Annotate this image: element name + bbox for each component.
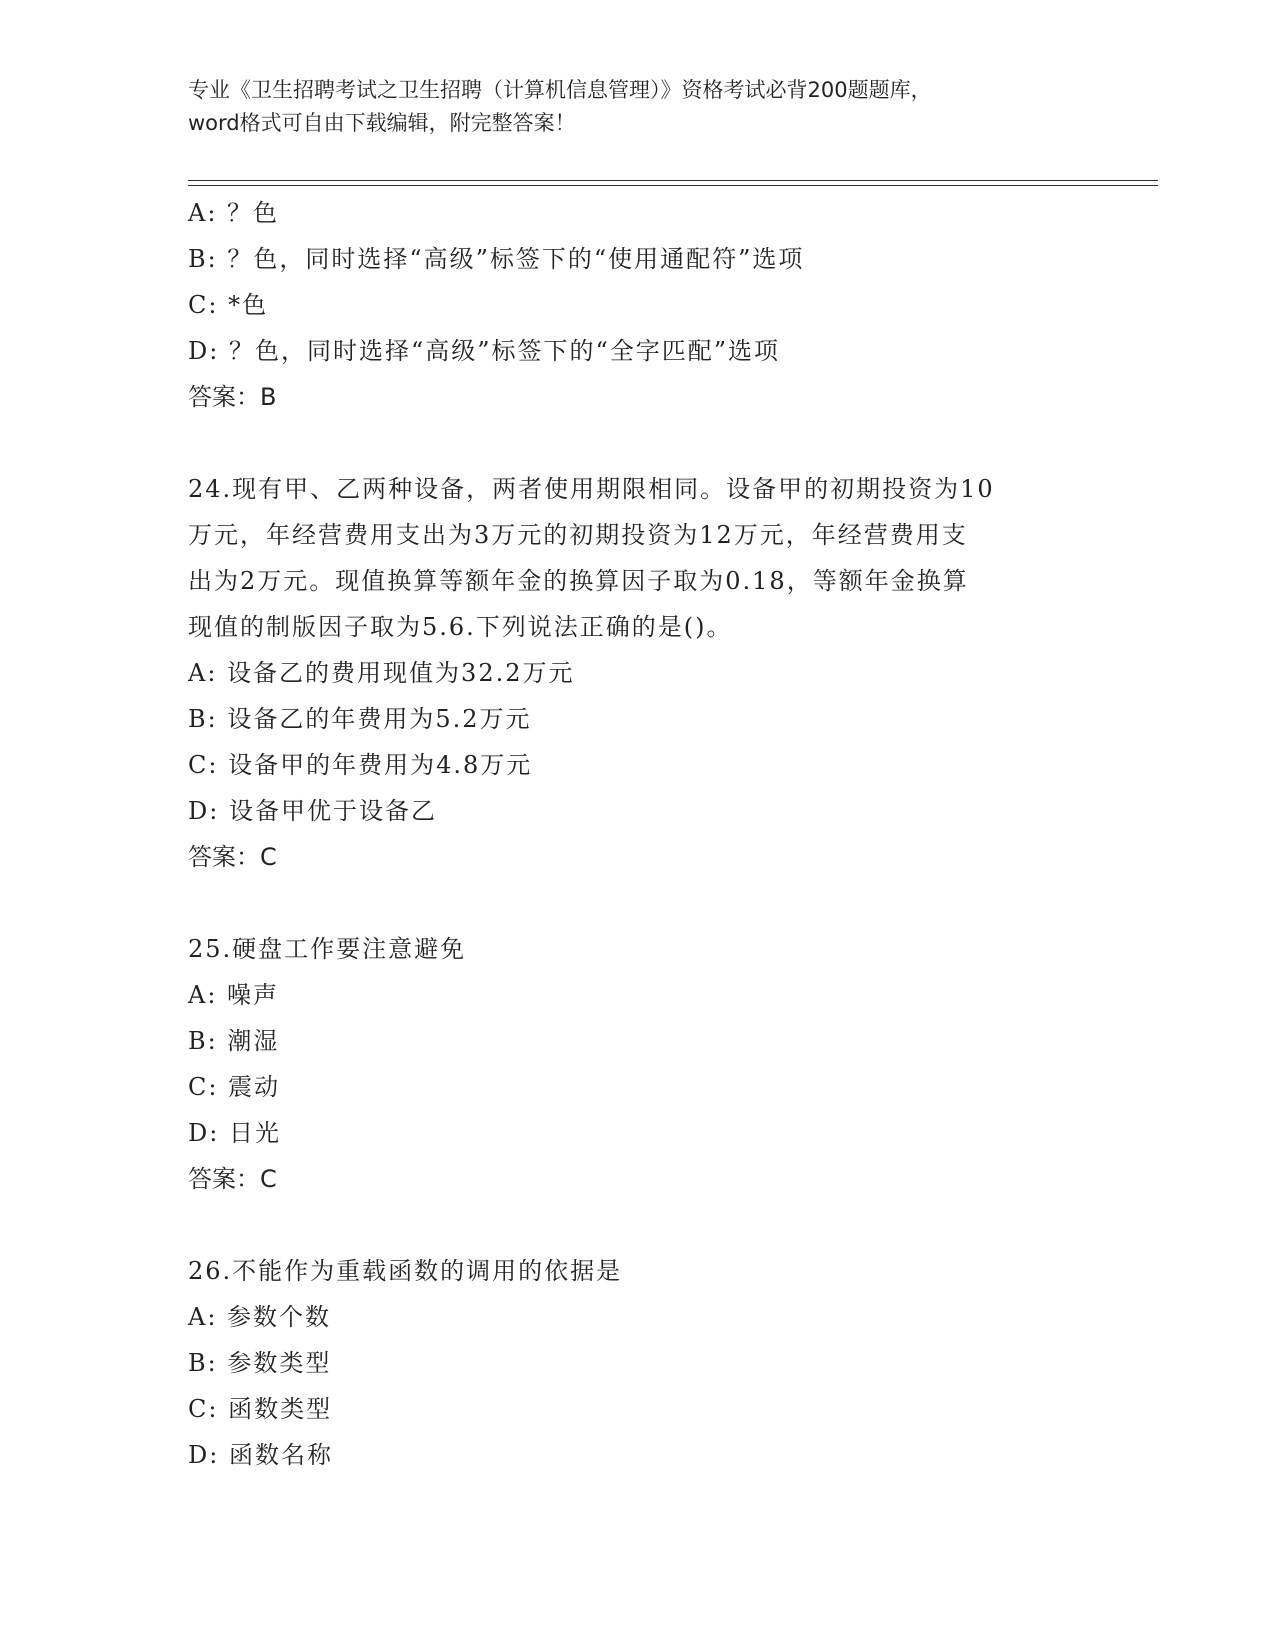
question-list — [188, 190, 1148, 1478]
document-header — [188, 74, 1088, 140]
header-title-line-1: 专业《卫生招聘考试之卫生招聘（计算机信息管理）》资格考试必背200题题库， — [188, 78, 932, 102]
option-c: C: 震动 — [188, 1073, 281, 1101]
option-a: A: 噪声 — [188, 981, 280, 1009]
question-26 — [188, 1248, 1148, 1478]
header-divider-top — [188, 180, 1158, 181]
option-c: C: 函数类型 — [188, 1395, 333, 1423]
option-c: C: 设备甲的年费用为4.8万元 — [188, 751, 533, 779]
option-a: A: 设备乙的费用现值为32.2万元 — [188, 659, 575, 687]
option-b: B: 设备乙的年费用为5.2万元 — [188, 705, 532, 733]
question-text: 26.不能作为重载函数的调用的依据是 — [188, 1257, 623, 1285]
answer: 答案：B — [188, 383, 277, 411]
question-text-line: 现值的制版因子取为5.6.下列说法正确的是()。 — [188, 613, 733, 641]
answer: 答案：C — [188, 843, 277, 871]
option-d: D: 设备甲优于设备乙 — [188, 797, 437, 825]
option-a: A: ？色 — [188, 199, 280, 227]
option-d: D: 函数名称 — [188, 1441, 333, 1469]
question-text: 25.硬盘工作要注意避免 — [188, 935, 467, 963]
option-b: B: ？色，同时选择“高级”标签下的“使用通配符”选项 — [188, 245, 805, 273]
header-title-line-2: word格式可自由下载编辑，附完整答案！ — [188, 111, 576, 135]
option-b: B: 参数类型 — [188, 1349, 332, 1377]
header-divider-bottom — [188, 185, 1158, 186]
question-text-line: 万元，年经营费用支出为3万元的初期投资为12万元，年经营费用支 — [188, 521, 968, 549]
spacer — [188, 880, 1148, 926]
answer: 答案：C — [188, 1165, 277, 1193]
option-a: A: 参数个数 — [188, 1303, 332, 1331]
question-24 — [188, 466, 1148, 880]
option-d: D: 日光 — [188, 1119, 281, 1147]
spacer — [188, 420, 1148, 466]
question-23 — [188, 190, 1148, 420]
spacer — [188, 1202, 1148, 1248]
question-text-line: 24.现有甲、乙两种设备，两者使用期限相同。设备甲的初期投资为10 — [188, 475, 995, 503]
question-25 — [188, 926, 1148, 1202]
option-c: C: *色 — [188, 291, 269, 319]
option-d: D: ？色，同时选择“高级”标签下的“全字匹配”选项 — [188, 337, 781, 365]
question-text-line: 出为2万元。现值换算等额年金的换算因子取为0.18，等额年金换算 — [188, 567, 969, 595]
option-b: B: 潮湿 — [188, 1027, 280, 1055]
